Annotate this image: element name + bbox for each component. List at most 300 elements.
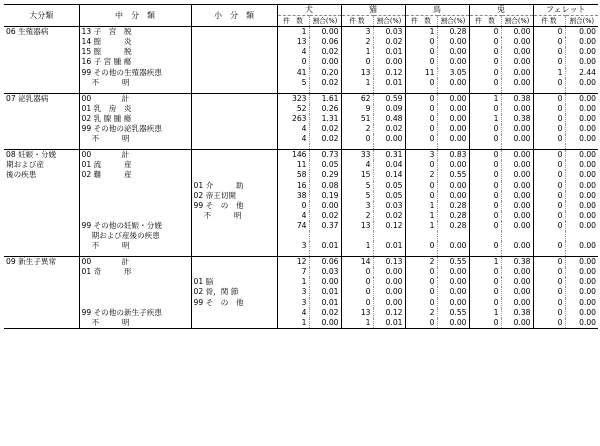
ratio-cell: 0.04 bbox=[373, 160, 405, 170]
ratio-cell: 0.03 bbox=[373, 201, 405, 211]
ratio-cell: 0.00 bbox=[501, 221, 533, 231]
ratio-cell: 0.02 bbox=[373, 124, 405, 134]
count-cell: 0 bbox=[469, 191, 501, 201]
small-category bbox=[191, 37, 277, 47]
category-label bbox=[4, 78, 79, 88]
category-label bbox=[4, 211, 79, 221]
count-cell: 0 bbox=[469, 298, 501, 308]
ratio-cell: 0.02 bbox=[373, 37, 405, 47]
ratio-cell: 0.01 bbox=[309, 298, 341, 308]
mid-category: 不 明 bbox=[79, 78, 191, 88]
header-bird: 鳥 bbox=[405, 5, 469, 16]
count-cell: 0 bbox=[469, 124, 501, 134]
header-dai: 大分類 bbox=[4, 5, 79, 27]
ratio-cell: 0.00 bbox=[565, 170, 598, 180]
count-cell: 3 bbox=[341, 201, 373, 211]
category-label bbox=[4, 57, 79, 67]
subheader-ratio: 割合(%) bbox=[373, 16, 405, 27]
ratio-cell bbox=[565, 231, 598, 241]
small-category bbox=[191, 93, 277, 104]
category-label: 09 新生子異常 bbox=[4, 257, 79, 268]
small-category: 99 そ の 他 bbox=[191, 298, 277, 308]
category-label bbox=[4, 104, 79, 114]
subheader-ratio: 割合(%) bbox=[437, 16, 469, 27]
count-cell: 0 bbox=[533, 160, 565, 170]
count-cell: 0 bbox=[341, 134, 373, 144]
count-cell: 0 bbox=[469, 181, 501, 191]
count-cell: 1 bbox=[469, 308, 501, 318]
count-cell: 0 bbox=[533, 134, 565, 144]
ratio-cell: 0.55 bbox=[437, 257, 469, 268]
ratio-cell: 0.00 bbox=[565, 93, 598, 104]
ratio-cell: 0.00 bbox=[309, 201, 341, 211]
mid-category: 02 難 産 bbox=[79, 170, 191, 180]
mid-category: 不 明 bbox=[79, 318, 191, 329]
ratio-cell: 0.05 bbox=[373, 181, 405, 191]
mid-category: 15 膣 脱 bbox=[79, 47, 191, 57]
ratio-cell: 0.00 bbox=[501, 211, 533, 221]
count-cell: 41 bbox=[277, 68, 309, 78]
category-label bbox=[4, 308, 79, 318]
ratio-cell bbox=[309, 231, 341, 241]
ratio-cell: 0.00 bbox=[565, 78, 598, 88]
count-cell: 13 bbox=[341, 308, 373, 318]
table-row bbox=[4, 47, 598, 57]
mid-category: 99 その他の生殖器疾患 bbox=[79, 68, 191, 78]
subheader-count: 件 数 bbox=[277, 16, 309, 27]
ratio-cell: 0.00 bbox=[501, 181, 533, 191]
header-ferret: フェレット bbox=[533, 5, 598, 16]
ratio-cell: 0.13 bbox=[373, 257, 405, 268]
header-dog: 犬 bbox=[277, 5, 341, 16]
ratio-cell: 0.02 bbox=[309, 211, 341, 221]
count-cell: 0 bbox=[469, 150, 501, 161]
count-cell: 0 bbox=[533, 221, 565, 231]
ratio-cell: 0.01 bbox=[373, 241, 405, 251]
small-category: 不 明 bbox=[191, 211, 277, 221]
category-label bbox=[4, 201, 79, 211]
count-cell: 11 bbox=[405, 68, 437, 78]
ratio-cell: 0.38 bbox=[501, 93, 533, 104]
count-cell: 15 bbox=[341, 170, 373, 180]
small-category bbox=[191, 160, 277, 170]
ratio-cell: 0.00 bbox=[501, 124, 533, 134]
ratio-cell: 0.00 bbox=[309, 27, 341, 38]
table-row bbox=[4, 298, 598, 308]
ratio-cell: 0.00 bbox=[565, 241, 598, 251]
count-cell: 5 bbox=[341, 191, 373, 201]
ratio-cell: 0.00 bbox=[373, 298, 405, 308]
count-cell: 3 bbox=[277, 298, 309, 308]
ratio-cell: 0.00 bbox=[565, 267, 598, 277]
ratio-cell: 0.28 bbox=[437, 211, 469, 221]
mid-category bbox=[79, 287, 191, 297]
count-cell: 0 bbox=[469, 277, 501, 287]
table-row bbox=[4, 170, 598, 180]
count-cell: 0 bbox=[533, 267, 565, 277]
subheader-count: 件 数 bbox=[405, 16, 437, 27]
small-category: 01 介 助 bbox=[191, 181, 277, 191]
mid-category: 不 明 bbox=[79, 241, 191, 251]
count-cell: 0 bbox=[405, 114, 437, 124]
table-row bbox=[4, 93, 598, 104]
count-cell: 0 bbox=[533, 308, 565, 318]
ratio-cell: 0.00 bbox=[565, 318, 598, 329]
ratio-cell: 1.61 bbox=[309, 93, 341, 104]
mid-category bbox=[79, 181, 191, 191]
count-cell: 0 bbox=[533, 27, 565, 38]
count-cell: 0 bbox=[341, 267, 373, 277]
count-cell: 0 bbox=[533, 150, 565, 161]
count-cell: 0 bbox=[533, 191, 565, 201]
ratio-cell: 0.00 bbox=[437, 114, 469, 124]
count-cell: 14 bbox=[341, 257, 373, 268]
count-cell: 0 bbox=[469, 211, 501, 221]
ratio-cell: 3.05 bbox=[437, 68, 469, 78]
table-row bbox=[4, 267, 598, 277]
ratio-cell: 0.00 bbox=[565, 201, 598, 211]
count-cell: 5 bbox=[341, 181, 373, 191]
count-cell: 0 bbox=[405, 267, 437, 277]
count-cell: 1 bbox=[341, 241, 373, 251]
count-cell: 0 bbox=[405, 298, 437, 308]
small-category bbox=[191, 318, 277, 329]
small-category bbox=[191, 231, 277, 241]
table-row bbox=[4, 277, 598, 287]
count-cell: 12 bbox=[277, 257, 309, 268]
count-cell: 0 bbox=[341, 277, 373, 287]
ratio-cell: 0.00 bbox=[437, 93, 469, 104]
mid-category bbox=[79, 298, 191, 308]
table-row bbox=[4, 308, 598, 318]
count-cell: 0 bbox=[405, 241, 437, 251]
ratio-cell: 0.19 bbox=[309, 191, 341, 201]
category-label bbox=[4, 241, 79, 251]
count-cell: 0 bbox=[405, 134, 437, 144]
count-cell: 4 bbox=[341, 160, 373, 170]
mid-category: 99 その他の妊娠・分娩 bbox=[79, 221, 191, 231]
count-cell: 13 bbox=[277, 37, 309, 47]
ratio-cell: 0.00 bbox=[565, 191, 598, 201]
table-row bbox=[4, 160, 598, 170]
mid-category: 00 計 bbox=[79, 93, 191, 104]
ratio-cell: 0.55 bbox=[437, 308, 469, 318]
ratio-cell: 2.44 bbox=[565, 68, 598, 78]
count-cell: 4 bbox=[277, 124, 309, 134]
ratio-cell: 0.01 bbox=[309, 287, 341, 297]
table-row bbox=[4, 150, 598, 161]
mid-category: 00 計 bbox=[79, 150, 191, 161]
count-cell: 0 bbox=[405, 124, 437, 134]
count-cell: 0 bbox=[405, 287, 437, 297]
small-category: 01 脳 bbox=[191, 277, 277, 287]
small-category bbox=[191, 27, 277, 38]
count-cell: 0 bbox=[405, 191, 437, 201]
mid-category: 不 明 bbox=[79, 134, 191, 144]
mid-category: 13 子 宮 脱 bbox=[79, 27, 191, 38]
ratio-cell: 0.00 bbox=[501, 47, 533, 57]
ratio-cell: 0.20 bbox=[309, 68, 341, 78]
small-category bbox=[191, 221, 277, 231]
count-cell: 0 bbox=[469, 47, 501, 57]
count-cell: 1 bbox=[405, 201, 437, 211]
ratio-cell: 0.00 bbox=[565, 160, 598, 170]
category-label bbox=[4, 318, 79, 329]
ratio-cell: 0.00 bbox=[565, 277, 598, 287]
ratio-cell: 0.00 bbox=[565, 124, 598, 134]
count-cell: 0 bbox=[405, 160, 437, 170]
ratio-cell: 0.03 bbox=[373, 27, 405, 38]
count-cell: 0 bbox=[533, 57, 565, 67]
ratio-cell: 0.00 bbox=[501, 150, 533, 161]
count-cell: 0 bbox=[405, 78, 437, 88]
count-cell: 4 bbox=[277, 47, 309, 57]
ratio-cell: 0.01 bbox=[373, 318, 405, 329]
ratio-cell: 0.12 bbox=[373, 68, 405, 78]
ratio-cell: 0.00 bbox=[501, 37, 533, 47]
count-cell: 13 bbox=[341, 221, 373, 231]
count-cell: 0 bbox=[341, 287, 373, 297]
count-cell: 38 bbox=[277, 191, 309, 201]
small-category bbox=[191, 241, 277, 251]
table-row bbox=[4, 231, 598, 241]
count-cell: 5 bbox=[277, 78, 309, 88]
small-category bbox=[191, 57, 277, 67]
count-cell: 0 bbox=[533, 47, 565, 57]
mid-category bbox=[79, 191, 191, 201]
ratio-cell: 0.00 bbox=[309, 57, 341, 67]
ratio-cell: 0.48 bbox=[373, 114, 405, 124]
ratio-cell: 0.00 bbox=[437, 267, 469, 277]
count-cell: 1 bbox=[469, 114, 501, 124]
count-cell: 0 bbox=[405, 37, 437, 47]
count-cell: 0 bbox=[469, 267, 501, 277]
ratio-cell: 0.14 bbox=[373, 170, 405, 180]
count-cell: 62 bbox=[341, 93, 373, 104]
table-row bbox=[4, 241, 598, 251]
category-label bbox=[4, 181, 79, 191]
ratio-cell: 0.28 bbox=[437, 221, 469, 231]
mid-category: 16 子 宮 腫 瘍 bbox=[79, 57, 191, 67]
mid-category: 01 乳 房 炎 bbox=[79, 104, 191, 114]
ratio-cell: 0.00 bbox=[373, 134, 405, 144]
ratio-cell: 0.01 bbox=[373, 78, 405, 88]
ratio-cell: 0.05 bbox=[309, 160, 341, 170]
ratio-cell: 0.00 bbox=[501, 160, 533, 170]
subheader-count: 件 数 bbox=[533, 16, 565, 27]
count-cell: 3 bbox=[277, 241, 309, 251]
ratio-cell: 0.00 bbox=[501, 27, 533, 38]
ratio-cell: 0.08 bbox=[309, 181, 341, 191]
small-category: 02 骨，関 節 bbox=[191, 287, 277, 297]
count-cell: 52 bbox=[277, 104, 309, 114]
ratio-cell: 0.01 bbox=[373, 47, 405, 57]
category-label bbox=[4, 298, 79, 308]
ratio-cell bbox=[373, 231, 405, 241]
ratio-cell: 1.31 bbox=[309, 114, 341, 124]
count-cell: 0 bbox=[277, 201, 309, 211]
small-category: 99 そ の 他 bbox=[191, 201, 277, 211]
ratio-cell: 0.02 bbox=[309, 78, 341, 88]
count-cell: 16 bbox=[277, 181, 309, 191]
category-label bbox=[4, 267, 79, 277]
table-row bbox=[4, 27, 598, 38]
count-cell: 0 bbox=[277, 57, 309, 67]
mid-category bbox=[79, 201, 191, 211]
count-cell: 0 bbox=[469, 201, 501, 211]
header-rabbit: 兎 bbox=[469, 5, 533, 16]
category-label: 後の疾患 bbox=[6, 170, 37, 180]
count-cell: 51 bbox=[341, 114, 373, 124]
table-row bbox=[4, 201, 598, 211]
count-cell: 0 bbox=[469, 37, 501, 47]
ratio-cell: 0.38 bbox=[501, 257, 533, 268]
count-cell: 0 bbox=[469, 104, 501, 114]
count-cell: 0 bbox=[533, 181, 565, 191]
count-cell: 0 bbox=[469, 27, 501, 38]
mid-category: 99 その他の泌乳器疾患 bbox=[79, 124, 191, 134]
count-cell: 0 bbox=[469, 57, 501, 67]
ratio-cell: 0.00 bbox=[565, 57, 598, 67]
ratio-cell: 0.00 bbox=[501, 78, 533, 88]
table-row bbox=[4, 37, 598, 47]
count-cell: 1 bbox=[405, 27, 437, 38]
table-row bbox=[4, 57, 598, 67]
small-category bbox=[191, 78, 277, 88]
subheader-count: 件 数 bbox=[469, 16, 501, 27]
ratio-cell: 0.00 bbox=[565, 211, 598, 221]
count-cell: 0 bbox=[405, 181, 437, 191]
ratio-cell: 0.00 bbox=[501, 318, 533, 329]
mid-category: 99 その他の新生子疾患 bbox=[79, 308, 191, 318]
table-row bbox=[4, 114, 598, 124]
small-category bbox=[191, 124, 277, 134]
count-cell: 13 bbox=[341, 68, 373, 78]
ratio-cell: 0.02 bbox=[309, 308, 341, 318]
ratio-cell: 0.00 bbox=[501, 191, 533, 201]
small-category: 02 帝王切開 bbox=[191, 191, 277, 201]
category-label bbox=[4, 114, 79, 124]
count-cell: 0 bbox=[533, 298, 565, 308]
ratio-cell: 0.00 bbox=[565, 221, 598, 231]
ratio-cell: 0.26 bbox=[309, 104, 341, 114]
count-cell: 0 bbox=[469, 221, 501, 231]
mid-category bbox=[79, 211, 191, 221]
ratio-cell bbox=[437, 231, 469, 241]
ratio-cell: 0.00 bbox=[373, 277, 405, 287]
count-cell: 2 bbox=[405, 308, 437, 318]
table-row bbox=[4, 181, 598, 191]
ratio-cell bbox=[501, 231, 533, 241]
count-cell: 0 bbox=[533, 170, 565, 180]
ratio-cell: 0.00 bbox=[501, 134, 533, 144]
ratio-cell: 0.02 bbox=[309, 47, 341, 57]
mid-category bbox=[79, 277, 191, 287]
small-category bbox=[191, 114, 277, 124]
count-cell: 0 bbox=[405, 47, 437, 57]
ratio-cell: 0.73 bbox=[309, 150, 341, 161]
ratio-cell: 0.01 bbox=[309, 241, 341, 251]
table-row bbox=[4, 287, 598, 297]
ratio-cell: 0.00 bbox=[437, 47, 469, 57]
ratio-cell: 0.00 bbox=[565, 150, 598, 161]
count-cell: 11 bbox=[277, 160, 309, 170]
count-cell: 0 bbox=[533, 93, 565, 104]
header-cat: 猫 bbox=[341, 5, 405, 16]
ratio-cell: 0.06 bbox=[309, 37, 341, 47]
count-cell: 263 bbox=[277, 114, 309, 124]
ratio-cell: 0.00 bbox=[437, 124, 469, 134]
disease-statistics-table bbox=[4, 4, 598, 329]
ratio-cell: 0.06 bbox=[309, 257, 341, 268]
ratio-cell: 0.02 bbox=[373, 211, 405, 221]
ratio-cell: 0.00 bbox=[565, 298, 598, 308]
count-cell: 0 bbox=[469, 318, 501, 329]
table-row bbox=[4, 211, 598, 221]
ratio-cell: 0.00 bbox=[501, 104, 533, 114]
count-cell: 2 bbox=[405, 170, 437, 180]
count-cell bbox=[277, 231, 309, 241]
category-label bbox=[4, 191, 79, 201]
category-label bbox=[4, 231, 79, 241]
ratio-cell: 0.00 bbox=[565, 47, 598, 57]
ratio-cell: 0.59 bbox=[373, 93, 405, 104]
ratio-cell: 0.00 bbox=[565, 308, 598, 318]
category-label: 08 妊娠・分娩 bbox=[4, 150, 79, 161]
count-cell: 1 bbox=[533, 68, 565, 78]
count-cell: 146 bbox=[277, 150, 309, 161]
count-cell: 0 bbox=[533, 37, 565, 47]
category-label: 07 泌乳器病 bbox=[4, 93, 79, 104]
ratio-cell: 0.38 bbox=[501, 308, 533, 318]
ratio-cell: 0.00 bbox=[501, 57, 533, 67]
count-cell: 7 bbox=[277, 267, 309, 277]
count-cell: 0 bbox=[533, 124, 565, 134]
count-cell: 33 bbox=[341, 150, 373, 161]
ratio-cell: 0.29 bbox=[309, 170, 341, 180]
count-cell bbox=[469, 231, 501, 241]
ratio-cell: 0.02 bbox=[309, 124, 341, 134]
table-row bbox=[4, 221, 598, 231]
ratio-cell: 0.00 bbox=[437, 277, 469, 287]
small-category bbox=[191, 150, 277, 161]
ratio-cell: 0.00 bbox=[565, 257, 598, 268]
count-cell: 58 bbox=[277, 170, 309, 180]
count-cell: 0 bbox=[533, 318, 565, 329]
count-cell: 1 bbox=[341, 78, 373, 88]
mid-category: 14 膣 炎 bbox=[79, 37, 191, 47]
count-cell: 0 bbox=[341, 57, 373, 67]
ratio-cell: 0.09 bbox=[373, 104, 405, 114]
ratio-cell: 0.00 bbox=[437, 241, 469, 251]
header-sho: 小 分 類 bbox=[191, 5, 277, 27]
count-cell: 0 bbox=[469, 160, 501, 170]
ratio-cell: 0.00 bbox=[501, 267, 533, 277]
count-cell: 0 bbox=[469, 170, 501, 180]
table-row bbox=[4, 104, 598, 114]
count-cell: 1 bbox=[277, 318, 309, 329]
small-category bbox=[191, 308, 277, 318]
mid-category: 02 乳 腺 腫 瘍 bbox=[79, 114, 191, 124]
ratio-cell: 0.00 bbox=[501, 68, 533, 78]
ratio-cell: 0.05 bbox=[373, 191, 405, 201]
ratio-cell: 0.00 bbox=[437, 57, 469, 67]
count-cell: 0 bbox=[533, 78, 565, 88]
ratio-cell: 0.12 bbox=[373, 308, 405, 318]
ratio-cell: 0.00 bbox=[437, 181, 469, 191]
count-cell: 3 bbox=[341, 27, 373, 38]
small-category bbox=[191, 68, 277, 78]
